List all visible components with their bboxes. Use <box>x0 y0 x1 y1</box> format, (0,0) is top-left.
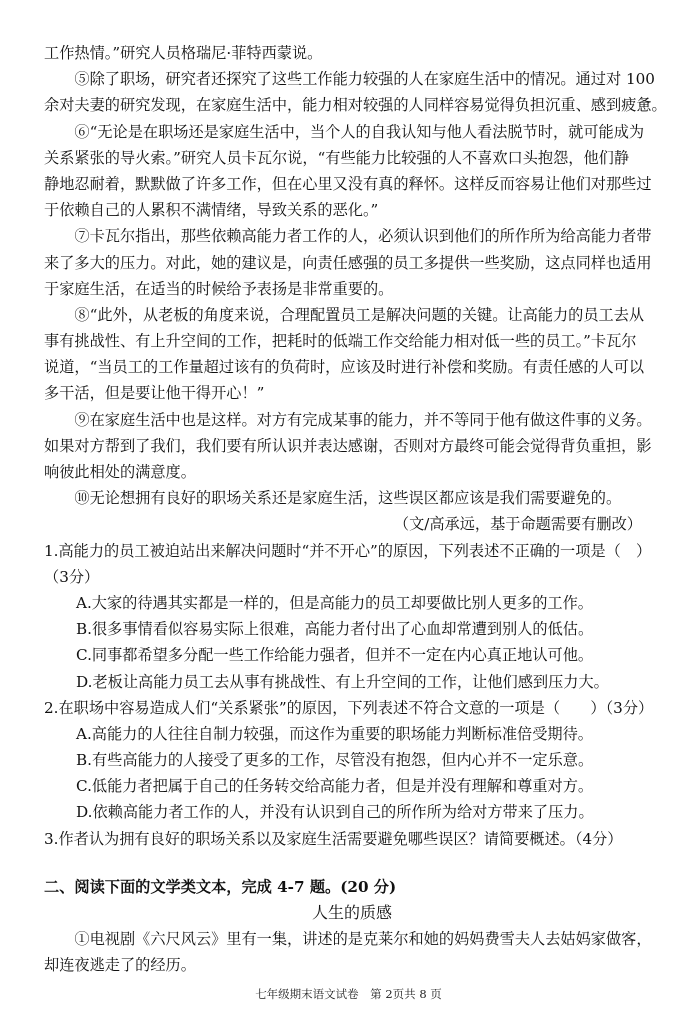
question-1-stem: 1.高能力的员工被迫站出来解决问题时“并不开心”的原因，下列表述不正确的一项是（ ） <box>44 541 652 560</box>
passage-line: 于依赖自己的人累积不满情绪，导致关系的恶化。” <box>44 201 379 220</box>
section-2-heading: 二、阅读下面的文学类文本，完成 4-7 题。(20 分) <box>44 877 397 896</box>
passage-line: 静地忍耐着，默默做了许多工作，但在心里又没有真的释怀。这样反而容易让他们对那些过 <box>44 174 652 193</box>
question-1-option-d: D.老板让高能力员工去从事有挑战性、有上升空间的工作，让他们感到压力大。 <box>76 672 609 691</box>
section-gap <box>44 852 660 874</box>
essay-body <box>44 926 660 978</box>
passage-line: 事有挑战性、有上升空间的工作，把耗时的低端工作交给能力相对低一些的员工。”卡瓦尔 <box>44 332 637 351</box>
passage-line: ⑧“此外，从老板的角度来说，合理配置员工是解决问题的关键。让高能力的员工去从 <box>74 305 645 324</box>
passage-line: ⑥“无论是在职场还是家庭生活中，当个人的自我认知与他人看法脱节时，就可能成为 <box>74 122 645 141</box>
question-1-score: （3分） <box>44 567 100 586</box>
passage-line: 于家庭生活，在适当的时候给予表扬是非常重要的。 <box>44 279 394 298</box>
passage-line: 多干活，但是要让他干得开心！” <box>44 384 265 403</box>
page-content <box>44 40 667 979</box>
passage-line: ⑦卡瓦尔指出，那些依赖高能力者工作的人，必须认识到他们的所作所为给高能力者带 <box>74 227 652 246</box>
passage-line: 说道，“当员工的工作量超过该有的负荷时，应该及时进行补偿和奖励。有责任感的人可以 <box>44 358 645 377</box>
passage-line: 响彼此相处的满意度。 <box>44 463 196 481</box>
essay-line: 却连夜逃走了的经历。 <box>44 956 196 975</box>
passage-line: 余对夫妻的研究发现，在家庭生活中，能力相对较强的人同样容易觉得负担沉重、感到疲惫。 <box>44 96 667 115</box>
question-2 <box>44 695 660 826</box>
question-1-option-c: C.同事都希望多分配一些工作给能力强者，但并不一定在内心真正地认可他。 <box>76 646 594 665</box>
reading-passage <box>44 40 667 511</box>
passage-line: 如果对方帮到了我们，我们要有所认识并表达感谢，否则对方最终可能会觉得背负重担，影 <box>44 436 652 455</box>
passage-line: 来了多大的压力。对此，她的建议是，向责任感强的员工多提供一些奖励，这点同样也适用 <box>44 253 652 272</box>
question-1-option-a: A.大家的待遇其实都是一样的，但是高能力的员工却要做比别人更多的工作。 <box>76 593 593 612</box>
question-1 <box>44 538 660 695</box>
essay-title: 人生的质感 <box>311 903 392 922</box>
question-3 <box>44 826 660 852</box>
question-2-option-d: D.依赖高能力者工作的人，并没有认识到自己的所作所为给对方带来了压力。 <box>76 803 594 822</box>
passage-line: 关系紧张的导火索。”研究人员卡瓦尔说，“有些能力比较强的人不喜欢口头抱怨，他们静 <box>44 148 630 167</box>
question-2-option-a: A.高能力的人往往自制力较强，而这作为重要的职场能力判断标准倍受期待。 <box>76 724 593 743</box>
question-3-stem: 3.作者认为拥有良好的职场关系以及家庭生活需要避免哪些误区？请简要概述。（4分） <box>44 829 623 848</box>
question-1-option-b: B.很多事情看似容易实际上很难，高能力者付出了心血却常遭到别人的低估。 <box>76 620 594 639</box>
passage-source: （文/高承远，基于命题需要有删改） <box>393 515 642 534</box>
passage-line: ⑤除了职场，研究者还探究了这些工作能力较强的人在家庭生活中的情况。通过对 100 <box>74 70 655 89</box>
question-2-option-b: B.有些高能力的人接受了更多的工作，尽管没有抱怨，但内心并不一定乐意。 <box>76 751 594 770</box>
page-footer: 七年级期末语文试卷 第 2页共 8 页 <box>255 987 442 1001</box>
passage-line: ⑩无论想拥有良好的职场关系还是家庭生活，这些误区都应该是我们需要避免的。 <box>74 489 622 508</box>
essay-line: ①电视剧《六尺风云》里有一集，讲述的是克莱尔和她的妈妈费雪夫人去姑妈家做客， <box>74 930 652 949</box>
section-2 <box>44 874 660 979</box>
passage-line: 工作热情。”研究人员格瑞尼·菲特西蒙说。 <box>44 44 323 62</box>
question-2-stem: 2.在职场中容易造成人们“关系紧张”的原因，下列表述不符合文意的一项是（ ）（3分） <box>44 698 654 717</box>
passage-line: ⑨在家庭生活中也是这样。对方有完成某事的能力，并不等同于他有做这件事的义务。 <box>74 410 652 429</box>
question-2-option-c: C.低能力者把属于自己的任务转交给高能力者，但是并没有理解和尊重对方。 <box>76 777 594 796</box>
